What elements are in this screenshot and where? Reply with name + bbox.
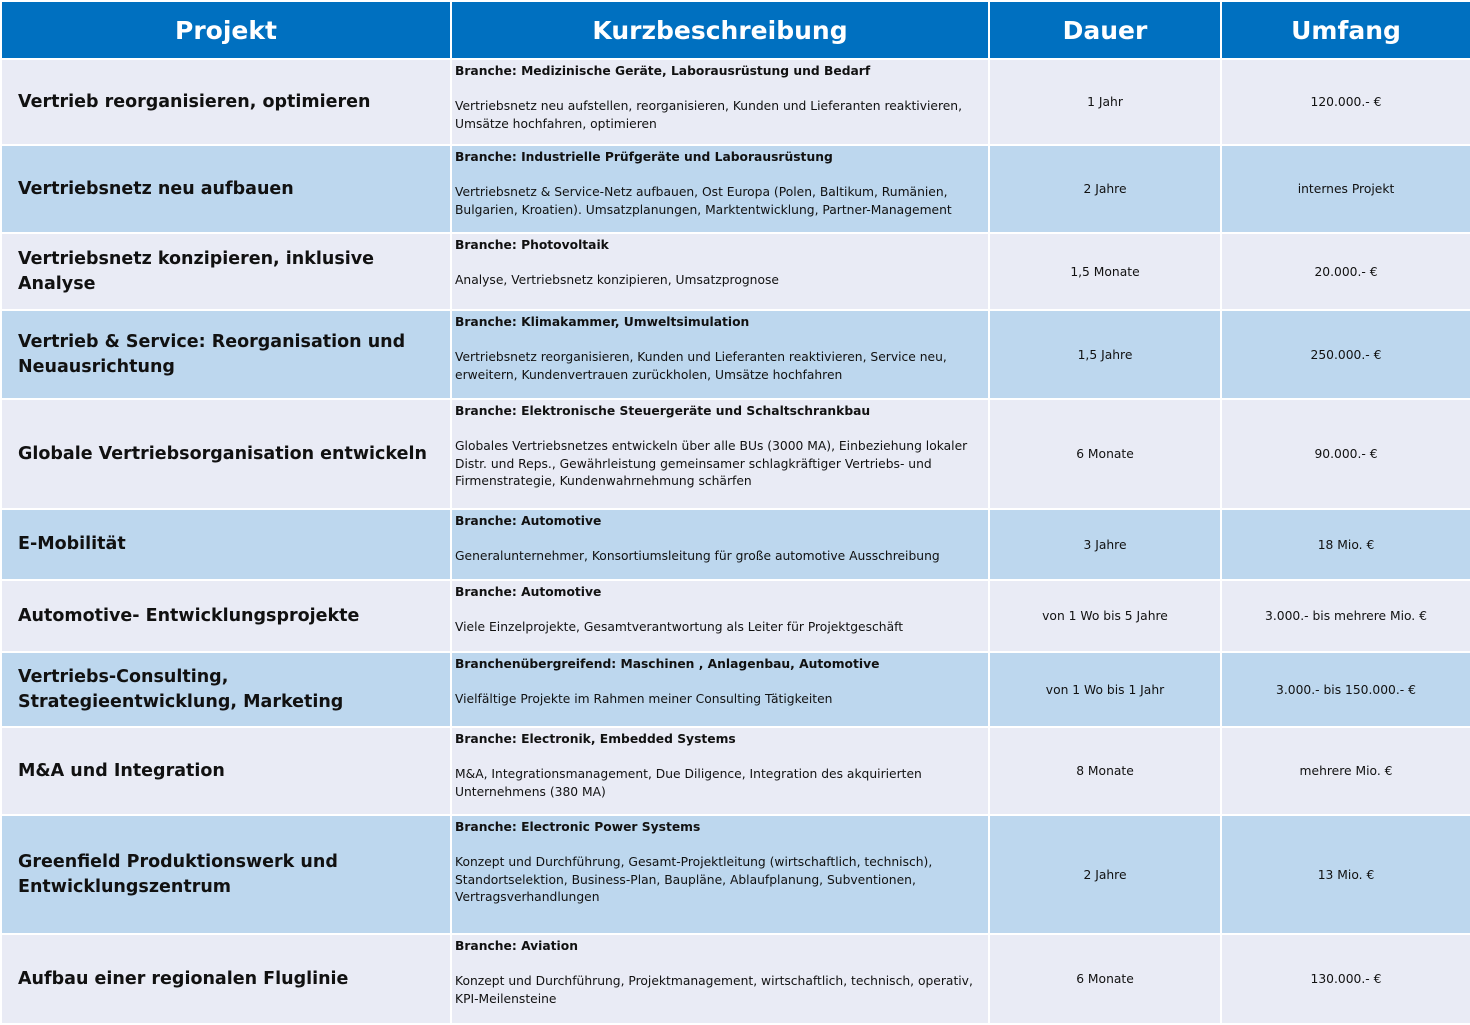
description-text: Globales Vertriebsnetzes entwickeln über alle BUs (3000 MA), Einbeziehung lokaler Distr. und Reps., Gewährleistung gemeinsamer schlagkräftiger Vertriebs- und Firmenstrategie, Kundenwahrnehmung schärfen [455, 439, 968, 488]
description-text: Vertriebsnetz & Service-Netz aufbauen, Ost Europa (Polen, Baltikum, Rumänien, Bulgarien, Kroatien). Umsatzplanungen, Marktentwicklung, Partner-Management [455, 185, 952, 217]
project-name: Vertriebsnetz neu aufbauen [1, 145, 451, 233]
branch-label: Branche: Electronic Power Systems [455, 820, 701, 834]
duration-cell: 6 Monate [989, 399, 1221, 509]
project-name: M&A und Integration [1, 727, 451, 815]
project-description [451, 399, 989, 509]
duration-cell: 2 Jahre [989, 145, 1221, 233]
branch-label: Branchenübergreifend: Maschinen , Anlagenbau, Automotive [455, 657, 880, 671]
duration-cell: von 1 Wo bis 5 Jahre [989, 580, 1221, 652]
table-row [1, 509, 1470, 580]
branch-label: Branche: Aviation [455, 939, 578, 953]
duration-cell: 1,5 Monate [989, 233, 1221, 310]
project-description [451, 509, 989, 580]
table-row [1, 59, 1470, 145]
project-name: Vertrieb & Service: Reorganisation und Neuausrichtung [1, 310, 451, 399]
project-description [451, 580, 989, 652]
scope-cell: 3.000.- bis 150.000.- € [1221, 652, 1470, 727]
table-body [1, 59, 1470, 1024]
project-name: E-Mobilität [1, 509, 451, 580]
scope-cell: 3.000.- bis mehrere Mio. € [1221, 580, 1470, 652]
branch-label: Branche: Photovoltaik [455, 238, 609, 252]
duration-cell: 2 Jahre [989, 815, 1221, 934]
project-name: Vertriebsnetz konzipieren, inklusive Analyse [1, 233, 451, 310]
header-umfang: Umfang [1221, 1, 1470, 59]
branch-label: Branche: Electronik, Embedded Systems [455, 732, 736, 746]
duration-cell: 3 Jahre [989, 509, 1221, 580]
scope-cell: 20.000.- € [1221, 233, 1470, 310]
table-row [1, 934, 1470, 1024]
project-description [451, 727, 989, 815]
scope-cell: 13 Mio. € [1221, 815, 1470, 934]
scope-cell: 120.000.- € [1221, 59, 1470, 145]
branch-label: Branche: Elektronische Steuergeräte und Schaltschrankbau [455, 404, 871, 418]
table-row [1, 399, 1470, 509]
branch-label: Branche: Automotive [455, 514, 602, 528]
table-row [1, 233, 1470, 310]
duration-cell: 6 Monate [989, 934, 1221, 1024]
description-text: Generalunternehmer, Konsortiumsleitung für große automotive Ausschreibung [455, 549, 940, 563]
description-text: Viele Einzelprojekte, Gesamtverantwortung als Leiter für Projektgeschäft [455, 620, 904, 634]
duration-cell: 8 Monate [989, 727, 1221, 815]
scope-cell: 18 Mio. € [1221, 509, 1470, 580]
project-description [451, 934, 989, 1024]
scope-cell: 90.000.- € [1221, 399, 1470, 509]
project-name: Automotive- Entwicklungsprojekte [1, 580, 451, 652]
project-description [451, 815, 989, 934]
project-description [451, 310, 989, 399]
description-text: Konzept und Durchführung, Projektmanagement, wirtschaftlich, technisch, operativ, KPI-Meilensteine [455, 974, 973, 1006]
description-text: M&A, Integrationsmanagement, Due Diligence, Integration des akquirierten Unternehmens (380 MA) [455, 767, 922, 799]
project-name: Aufbau einer regionalen Fluglinie [1, 934, 451, 1024]
table-row [1, 815, 1470, 934]
scope-cell: 250.000.- € [1221, 310, 1470, 399]
description-text: Konzept und Durchführung, Gesamt-Projektleitung (wirtschaftlich, technisch), Standortselektion, Business-Plan, Baupläne, Ablaufplanung, Subventionen, Vertragsverhandlungen [455, 855, 933, 904]
project-name: Greenfield Produktionswerk und Entwicklungszentrum [1, 815, 451, 934]
project-description [451, 652, 989, 727]
table-row [1, 145, 1470, 233]
scope-cell: internes Projekt [1221, 145, 1470, 233]
header-dauer: Dauer [989, 1, 1221, 59]
project-name: Vertriebs-Consulting, Strategieentwicklung, Marketing [1, 652, 451, 727]
description-text: Vertriebsnetz reorganisieren, Kunden und Lieferanten reaktivieren, Service neu, erweitern, Kundenvertrauen zurückholen, Umsätze hochfahren [455, 350, 947, 382]
project-description [451, 59, 989, 145]
branch-label: Branche: Medizinische Geräte, Laborausrüstung und Bedarf [455, 64, 871, 78]
header-kurzbeschreibung: Kurzbeschreibung [451, 1, 989, 59]
header-projekt: Projekt [1, 1, 451, 59]
branch-label: Branche: Klimakammer, Umweltsimulation [455, 315, 750, 329]
branch-label: Branche: Industrielle Prüfgeräte und Laborausrüstung [455, 150, 833, 164]
description-text: Vertriebsnetz neu aufstellen, reorganisieren, Kunden und Lieferanten reaktivieren, Umsätze hochfahren, optimieren [455, 99, 963, 131]
scope-cell: 130.000.- € [1221, 934, 1470, 1024]
duration-cell: 1,5 Jahre [989, 310, 1221, 399]
description-text: Analyse, Vertriebsnetz konzipieren, Umsatzprognose [455, 273, 779, 287]
project-name: Vertrieb reorganisieren, optimieren [1, 59, 451, 145]
duration-cell: 1 Jahr [989, 59, 1221, 145]
description-text: Vielfältige Projekte im Rahmen meiner Consulting Tätigkeiten [455, 692, 833, 706]
project-description [451, 233, 989, 310]
table-row [1, 310, 1470, 399]
branch-label: Branche: Automotive [455, 585, 602, 599]
scope-cell: mehrere Mio. € [1221, 727, 1470, 815]
table-row [1, 727, 1470, 815]
table-row [1, 652, 1470, 727]
project-name: Globale Vertriebsorganisation entwickeln [1, 399, 451, 509]
project-description [451, 145, 989, 233]
header-row [1, 1, 1470, 59]
table-row [1, 580, 1470, 652]
duration-cell: von 1 Wo bis 1 Jahr [989, 652, 1221, 727]
